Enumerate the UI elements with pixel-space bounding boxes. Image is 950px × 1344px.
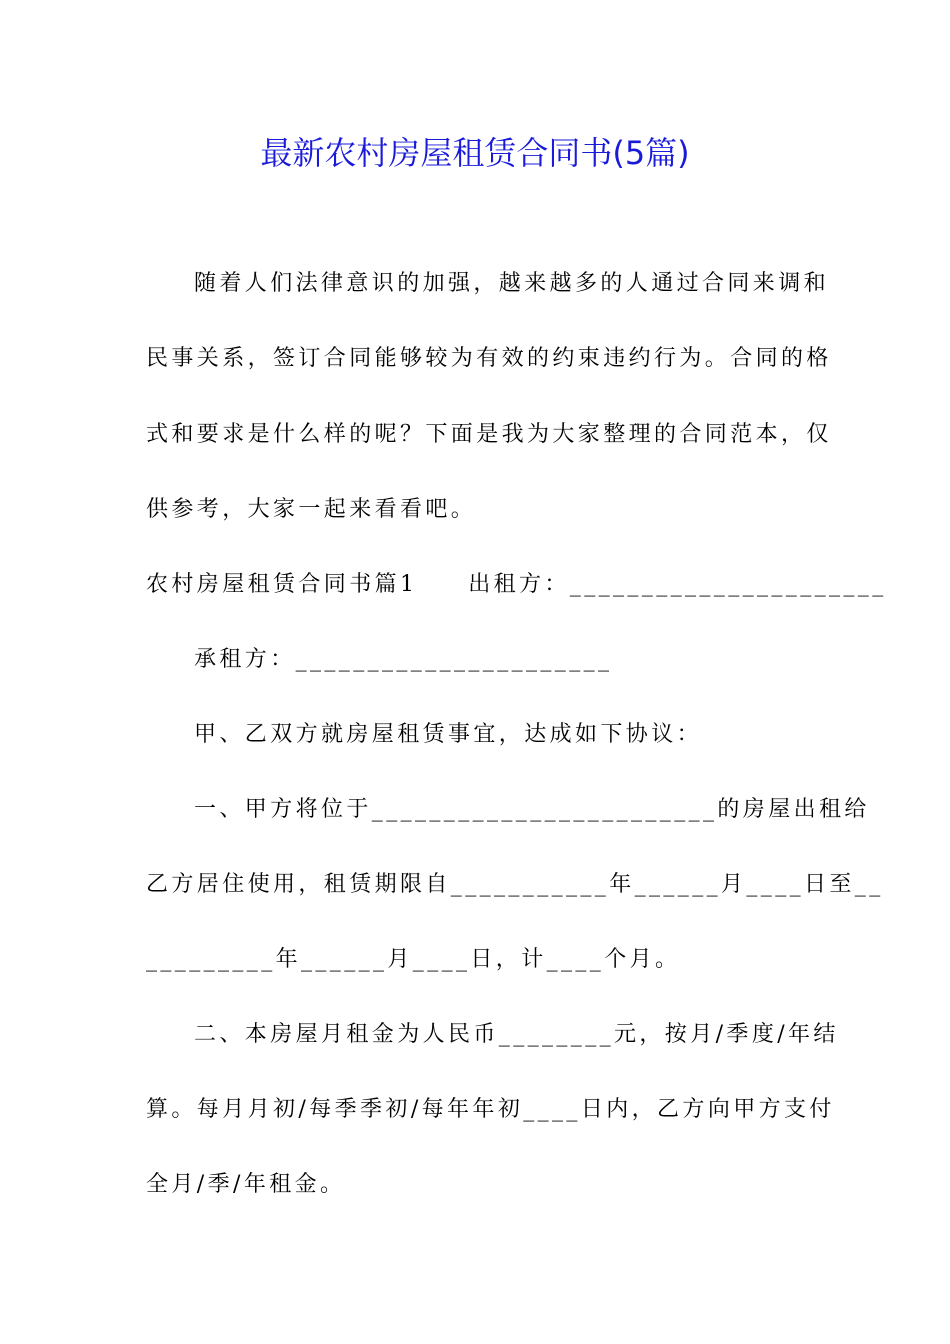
paragraph-line: 甲、乙双方就房屋租赁事宜，达成如下协议： <box>194 722 703 747</box>
section-heading-line: 农村房屋租赁合同书篇1 出租方：______________________ <box>146 572 887 597</box>
paragraph-line: 乙方居住使用，租赁期限自___________年______月____日至__ <box>146 872 884 897</box>
paragraph-line: 式和要求是什么样的呢？下面是我为大家整理的合同范本，仅 <box>146 422 832 447</box>
paragraph-line: _________年______月____日，计____个月。 <box>146 947 681 972</box>
paragraph-line: 承租方：______________________ <box>194 647 613 672</box>
document-title: 最新农村房屋租赁合同书(5篇) <box>260 134 690 172</box>
paragraph-line: 二、本房屋月租金为人民币________元，按月/季度/年结 <box>194 1022 839 1047</box>
paragraph-line: 算。每月月初/每季季初/每年年初____日内，乙方向甲方支付 <box>146 1097 835 1122</box>
paragraph-line: 全月/季/年租金。 <box>146 1172 346 1197</box>
paragraph-line: 民事关系，签订合同能够较为有效的约束违约行为。合同的格 <box>146 346 832 371</box>
paragraph-line: 一、甲方将位于________________________的房屋出租给 <box>194 797 870 822</box>
paragraph-line: 随着人们法律意识的加强，越来越多的人通过合同来调和 <box>194 271 830 296</box>
paragraph-line: 供参考，大家一起来看看吧。 <box>146 497 477 522</box>
